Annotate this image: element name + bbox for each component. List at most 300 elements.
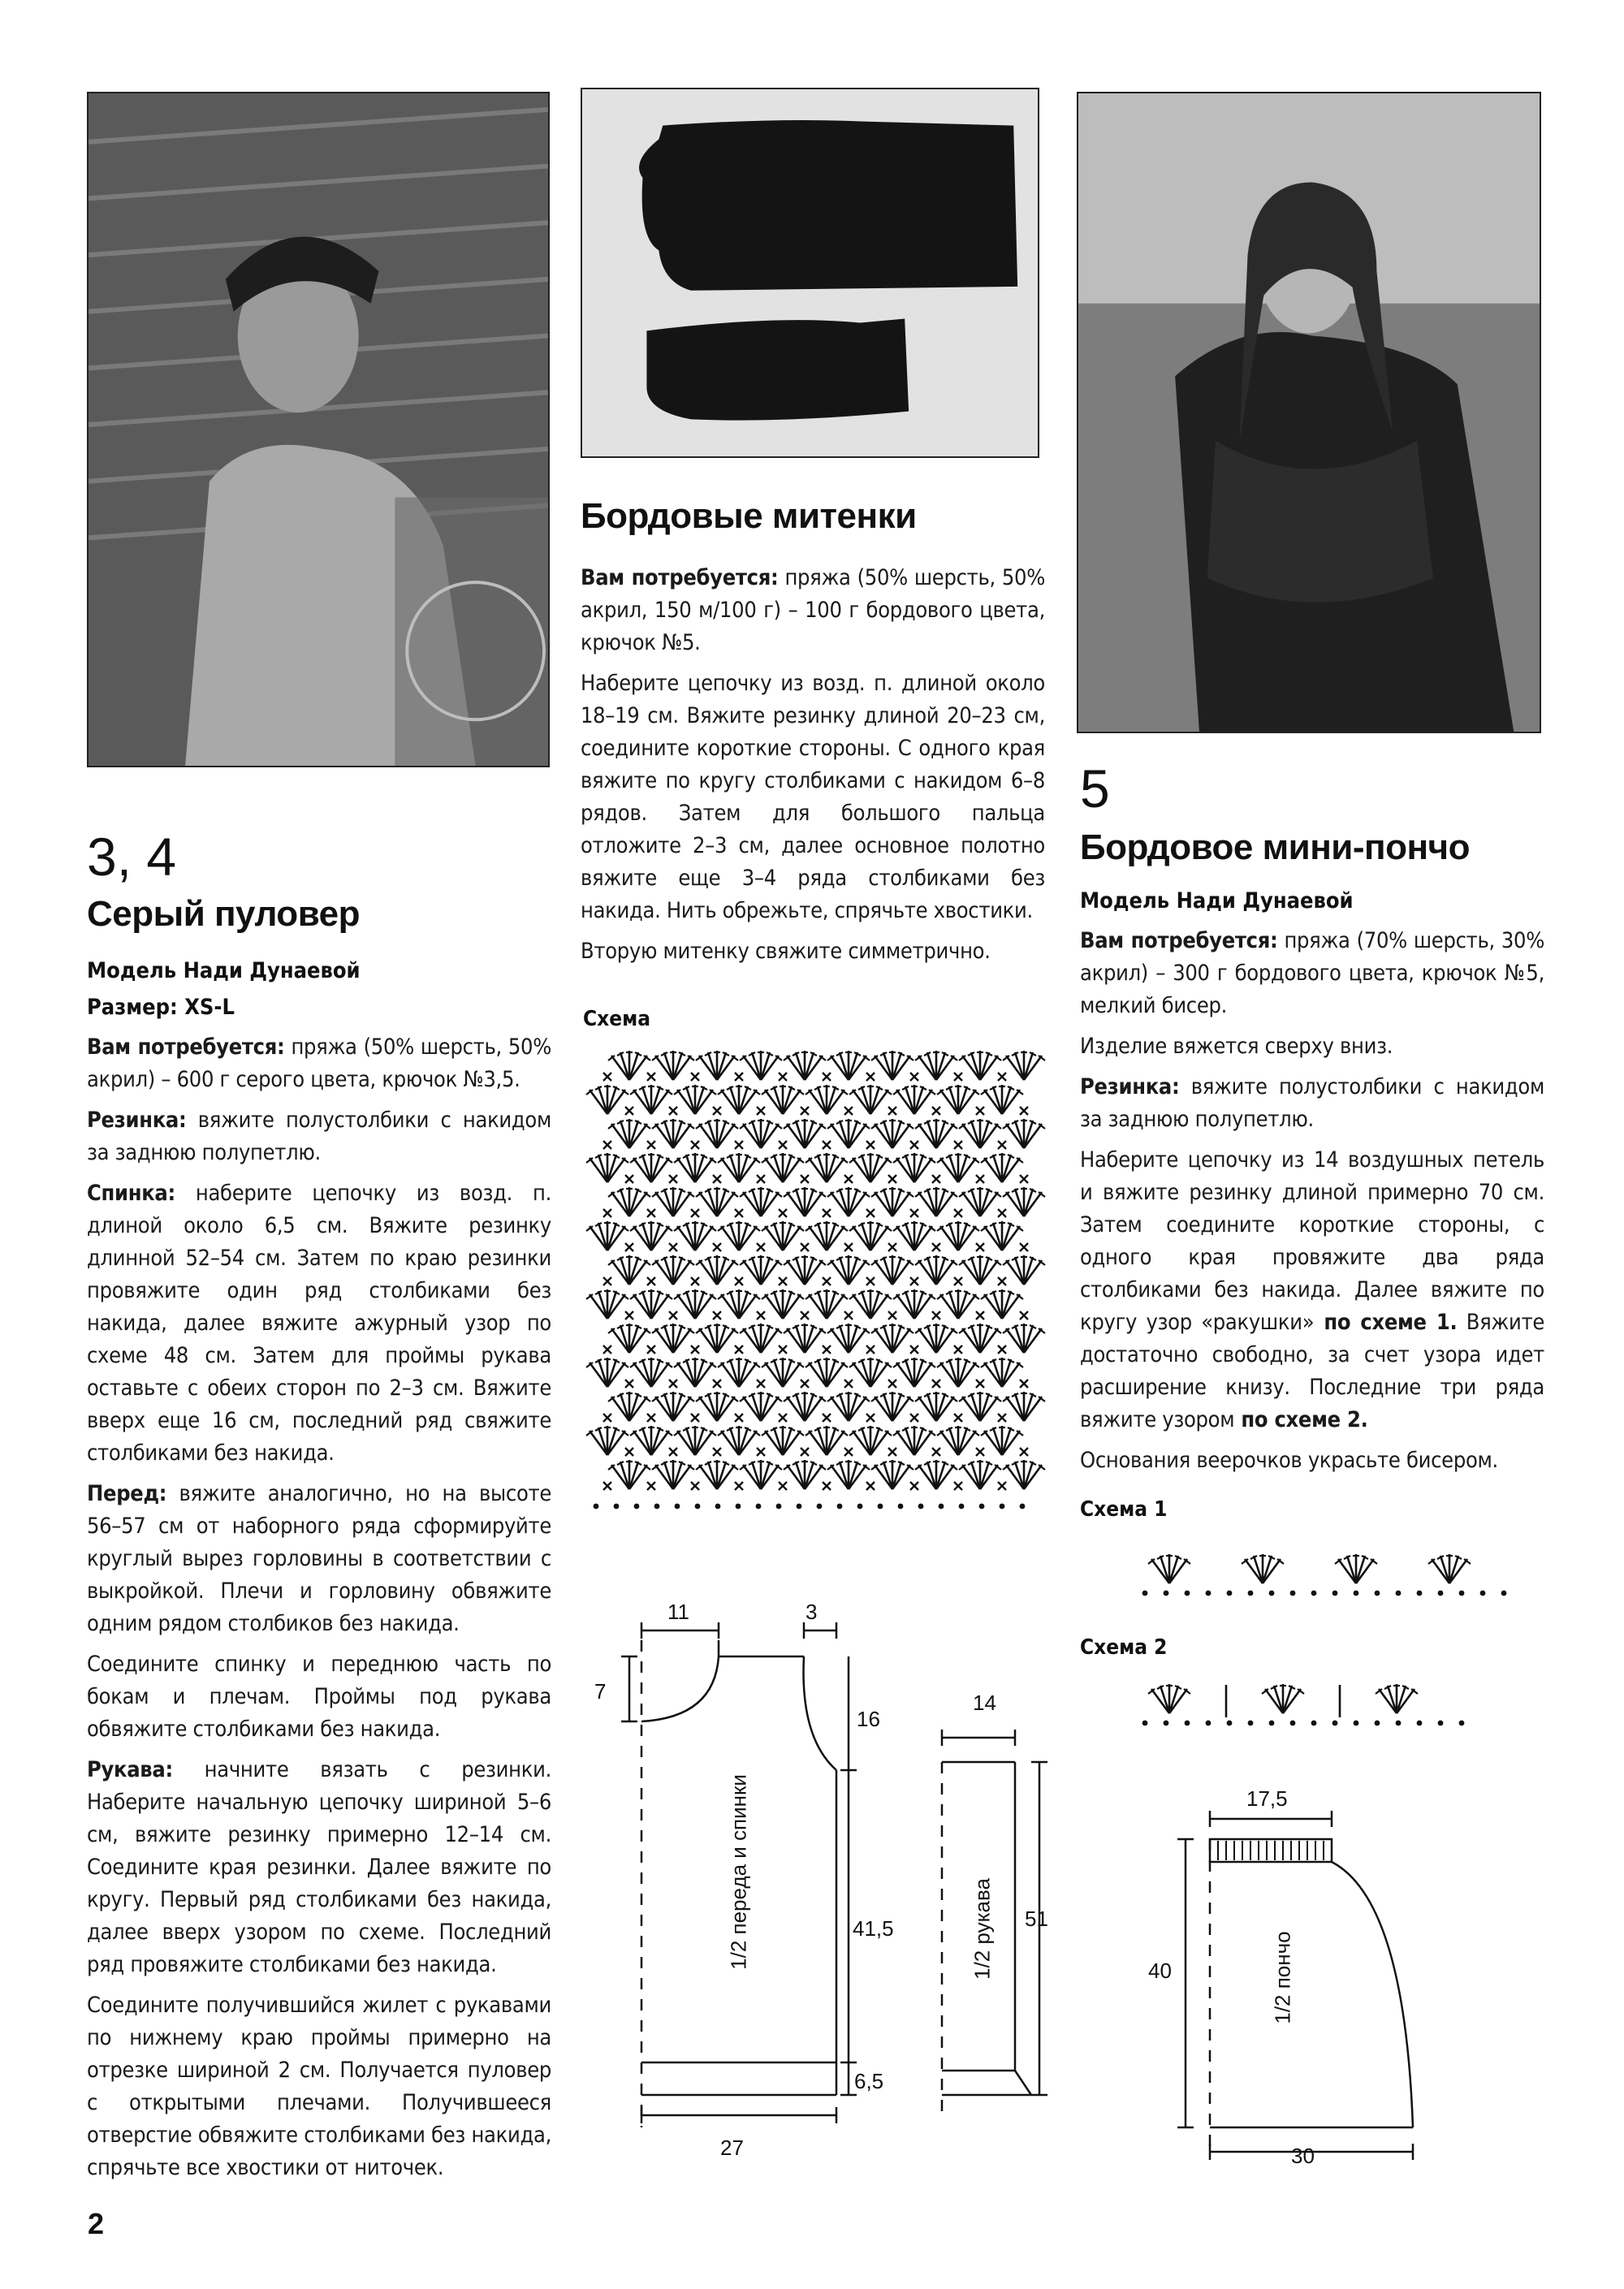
single-crochet-symbol: [801, 1107, 809, 1115]
fan-stitch-symbol: [608, 1255, 650, 1285]
single-crochet-symbol: [779, 1414, 787, 1422]
chain-stitch-symbol: [654, 1504, 660, 1509]
fan-stitch-symbol: [1148, 1684, 1190, 1713]
fan-stitch-symbol: [871, 1255, 914, 1285]
chain-stitch-symbol: [1354, 1721, 1359, 1726]
fan-stitch-symbol: [827, 1051, 870, 1080]
fan-stitch-symbol: [740, 1187, 782, 1216]
chain-stitch-symbol: [1396, 1721, 1402, 1726]
chain-stitch-symbol: [817, 1504, 823, 1509]
single-crochet-symbol: [625, 1175, 633, 1183]
fan-stitch-symbol: [937, 1153, 979, 1182]
page-number: 2: [88, 2207, 105, 2240]
fan-stitch-symbol: [806, 1085, 848, 1114]
single-crochet-symbol: [757, 1311, 765, 1319]
fan-stitch-symbol: [586, 1153, 628, 1182]
single-crochet-symbol: [976, 1107, 984, 1115]
fan-stitch-symbol: [762, 1153, 804, 1182]
fan-stitch-symbol: [784, 1460, 826, 1489]
pattern-title: Серый пуловер: [87, 894, 361, 934]
assembly-paragraph: Соедините спинку и переднюю часть по бокам и плечам. Проймы под рукава обвяжите столбиками без накида.: [87, 1652, 551, 1743]
fan-stitch-symbol: [652, 1324, 694, 1353]
single-crochet-symbol: [669, 1243, 677, 1251]
fan-stitch-symbol: [674, 1085, 716, 1114]
chain-stitch-symbol: [1206, 1721, 1212, 1726]
chain-stitch-symbol: [1332, 1591, 1338, 1596]
single-crochet-symbol: [691, 1345, 699, 1354]
single-crochet-symbol: [954, 1141, 962, 1149]
single-crochet-symbol: [713, 1243, 721, 1251]
chain-stitch-symbol: [1290, 1591, 1296, 1596]
single-crochet-symbol: [954, 1345, 962, 1354]
fan-stitch-symbol: [827, 1255, 870, 1285]
fan-stitch-symbol: [718, 1221, 760, 1250]
single-crochet-symbol: [910, 1277, 918, 1285]
fan-stitch-symbol: [652, 1392, 694, 1421]
chain-stitch-symbol: [1311, 1721, 1317, 1726]
chain-stitch-symbol: [857, 1504, 863, 1509]
chain-stitch-symbol: [1290, 1721, 1296, 1726]
poncho-instructions: Наберите цепочку из 14 воздушных петель и вяжите резинку длиной примерно 70 см. Затем соедините короткие стороны, с одного края провяжите два ряда столбиками без накида. Далее вяжите по кругу узор «ракушки» по схеме 1. Вяжите достаточно свободно, за счет узора идет расширение книзу. Последние три ряда вяжите узором по схеме 2.: [1080, 1147, 1544, 1433]
fan-stitch-symbol: [784, 1119, 826, 1148]
single-crochet-symbol: [910, 1073, 918, 1081]
fan-stitch-symbol: [871, 1460, 914, 1489]
fan-stitch-symbol: [806, 1221, 848, 1250]
fan-stitch-symbol: [1003, 1051, 1045, 1080]
chain-stitch-symbol: [634, 1504, 640, 1509]
chain-stitch-symbol: [756, 1504, 762, 1509]
chain-stitch-symbol: [939, 1504, 944, 1509]
fan-stitch-symbol: [630, 1289, 672, 1319]
column-poncho: [1080, 758, 1544, 1485]
fan-stitch-symbol: [937, 1289, 979, 1319]
single-crochet-symbol: [801, 1448, 809, 1456]
chain-stitch-symbol: [1332, 1721, 1338, 1726]
front-back-label: 1/2 переда и спинки: [726, 1774, 751, 1970]
fan-stitch-symbol: [893, 1153, 935, 1182]
fan-stitch-symbol: [784, 1255, 826, 1285]
single-crochet-symbol: [713, 1175, 721, 1183]
chain-stitch-symbol: [1020, 1504, 1026, 1509]
fan-stitch-symbol: [652, 1051, 694, 1080]
fan-stitch-symbol: [674, 1358, 716, 1387]
fan-stitch-symbol: [959, 1324, 1001, 1353]
chain-stitch-symbol: [1417, 1591, 1423, 1596]
chain-stitch-symbol: [1354, 1591, 1359, 1596]
fan-stitch-symbol: [696, 1051, 738, 1080]
fan-stitch-symbol: [1003, 1187, 1045, 1216]
mittens-instructions: Наберите цепочку из возд. п. длиной около 18–19 см. Вяжите резинку длиной 20–23 см, соедините короткие стороны. С одного края вяжите по кругу столбиками с накидом 6–8 рядов. Затем для большого пальца отложите 2–3 см, далее основное полотно вяжите еще 3–4 ряда столбиками без накида. Нить обрежьте, спрячьте хвостики.: [581, 671, 1045, 924]
schema1-chart: [1137, 1543, 1527, 1600]
single-crochet-symbol: [603, 1482, 611, 1490]
poncho-model-credit: Модель Нади Дунаевой: [1080, 888, 1354, 914]
single-crochet-symbol: [932, 1448, 940, 1456]
chain-stitch-symbol: [1206, 1591, 1212, 1596]
fan-stitch-symbol: [740, 1392, 782, 1421]
fan-stitch-symbol: [849, 1153, 892, 1182]
chain-stitch-symbol: [1185, 1721, 1190, 1726]
fan-stitch-symbol: [608, 1051, 650, 1080]
chain-stitch-symbol: [797, 1504, 802, 1509]
fan-stitch-symbol: [1376, 1684, 1418, 1713]
single-crochet-symbol: [669, 1311, 677, 1319]
fan-stitch-symbol: [674, 1289, 716, 1319]
fan-stitch-symbol: [1428, 1554, 1471, 1583]
chain-stitch-symbol: [898, 1504, 904, 1509]
single-crochet-symbol: [954, 1209, 962, 1217]
fan-stitch-symbol: [718, 1085, 760, 1114]
fan-stitch-symbol: [696, 1187, 738, 1216]
fan-stitch-symbol: [806, 1153, 848, 1182]
fan-stitch-symbol: [1003, 1119, 1045, 1148]
dim-3: 3: [806, 1600, 818, 1624]
single-crochet-symbol: [823, 1482, 831, 1490]
dim-7: 7: [594, 1679, 607, 1704]
fan-stitch-symbol: [674, 1426, 716, 1455]
single-crochet-symbol: [691, 1073, 699, 1081]
chain-stitch-symbol: [1164, 1591, 1169, 1596]
fan-stitch-symbol: [937, 1358, 979, 1387]
single-crochet-symbol: [603, 1073, 611, 1081]
fan-stitch-symbol: [1003, 1460, 1045, 1489]
poncho-rib: Резинка: вяжите полустолбики с накидом за заднюю полупетлю.: [1080, 1074, 1544, 1133]
single-crochet-symbol: [669, 1107, 677, 1115]
single-crochet-symbol: [910, 1141, 918, 1149]
fan-stitch-symbol: [806, 1358, 848, 1387]
single-crochet-symbol: [976, 1175, 984, 1183]
fan-stitch-symbol: [696, 1460, 738, 1489]
single-crochet-symbol: [844, 1175, 853, 1183]
fan-stitch-symbol: [981, 1221, 1023, 1250]
single-crochet-symbol: [735, 1209, 743, 1217]
single-crochet-symbol: [932, 1311, 940, 1319]
fan-stitch-symbol: [1148, 1554, 1190, 1583]
fan-stitch-symbol: [784, 1392, 826, 1421]
fan-stitch-symbol: [893, 1289, 935, 1319]
single-crochet-symbol: [691, 1141, 699, 1149]
chain-stitch-symbol: [1396, 1591, 1402, 1596]
single-crochet-symbol: [888, 1175, 896, 1183]
fan-stitch-symbol: [674, 1153, 716, 1182]
fan-stitch-symbol: [740, 1324, 782, 1353]
chain-stitch-symbol: [979, 1504, 985, 1509]
chain-stitch-symbol: [1438, 1721, 1444, 1726]
single-crochet-symbol: [976, 1448, 984, 1456]
fan-stitch-symbol: [1262, 1684, 1304, 1713]
fan-stitch-symbol: [806, 1426, 848, 1455]
fan-stitch-symbol: [696, 1119, 738, 1148]
fan-stitch-symbol: [849, 1289, 892, 1319]
single-crochet-symbol: [888, 1311, 896, 1319]
chain-stitch-symbol: [1185, 1591, 1190, 1596]
back-paragraph: Спинка: наберите цепочку из возд. п. длиной около 6,5 см. Вяжите резинку длинной 52–54 см. Затем по краю резинки провяжите один ряд столбиками без накида, далее вяжите ажурный узор по схеме 48 см. Затем для проймы рукава оставьте с обеих сторон по 2–3 см. Вяжите вверх еще 16 см, последний ряд свяжите столбиками без накида.: [87, 1181, 551, 1466]
single-crochet-symbol: [801, 1175, 809, 1183]
single-crochet-symbol: [735, 1414, 743, 1422]
single-crochet-symbol: [998, 1345, 1006, 1354]
single-crochet-symbol: [888, 1380, 896, 1388]
fan-stitch-symbol: [871, 1324, 914, 1353]
fan-stitch-symbol: [915, 1187, 957, 1216]
size-line: Размер: XS-L: [87, 995, 235, 1021]
single-crochet-symbol: [910, 1414, 918, 1422]
fan-stitch-symbol: [959, 1392, 1001, 1421]
fan-stitch-symbol: [959, 1255, 1001, 1285]
poncho-number: 5: [1080, 758, 1110, 818]
fan-stitch-symbol: [937, 1221, 979, 1250]
single-crochet-symbol: [844, 1448, 853, 1456]
photo-grey-pullover: [87, 92, 550, 767]
fan-stitch-symbol: [784, 1051, 826, 1080]
single-crochet-symbol: [735, 1141, 743, 1149]
single-crochet-symbol: [779, 1345, 787, 1354]
fan-stitch-symbol: [718, 1358, 760, 1387]
single-crochet-symbol: [998, 1141, 1006, 1149]
single-crochet-symbol: [1020, 1175, 1028, 1183]
fan-stitch-symbol: [827, 1392, 870, 1421]
fan-stitch-symbol: [893, 1221, 935, 1250]
single-crochet-symbol: [1020, 1311, 1028, 1319]
fan-stitch-symbol: [893, 1426, 935, 1455]
dim-14: 14: [973, 1691, 996, 1715]
mittens-second: Вторую митенку свяжите симметрично.: [581, 939, 991, 965]
single-crochet-symbol: [866, 1209, 875, 1217]
fan-stitch-symbol: [959, 1119, 1001, 1148]
single-crochet-symbol: [647, 1073, 655, 1081]
fan-stitch-symbol: [827, 1187, 870, 1216]
single-crochet-symbol: [844, 1311, 853, 1319]
fan-stitch-symbol: [849, 1221, 892, 1250]
fan-stitch-symbol: [586, 1426, 628, 1455]
fan-stitch-symbol: [762, 1358, 804, 1387]
fan-stitch-symbol: [1003, 1392, 1045, 1421]
fan-stitch-symbol: [696, 1392, 738, 1421]
fan-stitch-symbol: [696, 1255, 738, 1285]
single-crochet-symbol: [801, 1243, 809, 1251]
single-crochet-symbol: [823, 1141, 831, 1149]
single-crochet-symbol: [954, 1277, 962, 1285]
chain-stitch-symbol: [1164, 1721, 1169, 1726]
chain-stitch-symbol: [1000, 1504, 1005, 1509]
single-crochet-symbol: [713, 1107, 721, 1115]
fan-stitch-symbol: [849, 1426, 892, 1455]
fan-stitch-symbol: [959, 1051, 1001, 1080]
chain-stitch-symbol: [1269, 1721, 1275, 1726]
single-crochet-symbol: [954, 1073, 962, 1081]
single-crochet-symbol: [625, 1243, 633, 1251]
fan-stitch-symbol: [652, 1119, 694, 1148]
chain-stitch-symbol: [776, 1504, 782, 1509]
single-crochet-symbol: [998, 1277, 1006, 1285]
fan-stitch-symbol: [871, 1392, 914, 1421]
poncho-label: 1/2 пончо: [1270, 1931, 1295, 2024]
poncho-direction: Изделие вяжется сверху вниз.: [1080, 1034, 1393, 1060]
single-crochet-symbol: [866, 1141, 875, 1149]
single-crochet-symbol: [888, 1243, 896, 1251]
fan-stitch-symbol: [849, 1085, 892, 1114]
single-crochet-symbol: [779, 1482, 787, 1490]
chain-stitch-symbol: [1375, 1591, 1380, 1596]
fan-stitch-symbol: [696, 1324, 738, 1353]
chain-stitch-symbol: [837, 1504, 843, 1509]
single-crochet-symbol: [669, 1175, 677, 1183]
fan-stitch-symbol: [762, 1289, 804, 1319]
single-crochet-symbol: [603, 1141, 611, 1149]
fan-stitch-symbol: [784, 1187, 826, 1216]
chain-stitch-symbol: [1227, 1591, 1233, 1596]
single-crochet-symbol: [691, 1414, 699, 1422]
single-crochet-symbol: [603, 1414, 611, 1422]
chain-stitch-symbol: [878, 1504, 883, 1509]
chain-stitch-symbol: [1375, 1721, 1380, 1726]
chain-stitch-symbol: [1459, 1721, 1465, 1726]
single-crochet-symbol: [735, 1073, 743, 1081]
fan-stitch-symbol: [981, 1289, 1023, 1319]
single-crochet-symbol: [1020, 1380, 1028, 1388]
poncho-title: Бордовое мини-пончо: [1080, 827, 1470, 867]
fan-stitch-symbol: [806, 1289, 848, 1319]
single-crochet-symbol: [603, 1345, 611, 1354]
single-crochet-symbol: [976, 1311, 984, 1319]
fan-stitch-symbol: [1335, 1554, 1377, 1583]
fan-stitch-symbol: [608, 1119, 650, 1148]
single-crochet-symbol: [757, 1448, 765, 1456]
chain-stitch-symbol: [736, 1504, 741, 1509]
single-crochet-symbol: [669, 1380, 677, 1388]
fan-stitch-symbol: [981, 1085, 1023, 1114]
fan-stitch-symbol: [893, 1358, 935, 1387]
chain-stitch-symbol: [1480, 1591, 1486, 1596]
single-crochet-symbol: [735, 1482, 743, 1490]
poncho-materials: Вам потребуется: пряжа (70% шерсть, 30% акрил) – 300 г бордового цвета, крючок №5, мелкий бисер.: [1080, 928, 1544, 1019]
fan-stitch-symbol: [959, 1187, 1001, 1216]
single-crochet-symbol: [757, 1175, 765, 1183]
single-crochet-symbol: [801, 1380, 809, 1388]
dim-30: 30: [1291, 2144, 1315, 2168]
fan-stitch-symbol: [630, 1085, 672, 1114]
schema1-label: Схема 1: [1080, 1497, 1168, 1522]
dim-41: 41,5: [853, 1916, 894, 1941]
single-crochet-symbol: [801, 1311, 809, 1319]
chain-stitch-symbol: [1248, 1721, 1254, 1726]
chain-stitch-symbol: [1142, 1721, 1148, 1726]
single-crochet-symbol: [713, 1448, 721, 1456]
single-crochet-symbol: [866, 1414, 875, 1422]
fan-stitch-symbol: [718, 1289, 760, 1319]
single-crochet-symbol: [866, 1482, 875, 1490]
model-credit: Модель Нади Дунаевой: [87, 958, 361, 984]
chain-stitch-symbol: [715, 1504, 721, 1509]
fan-stitch-symbol: [762, 1221, 804, 1250]
mittens-materials: Вам потребуется: пряжа (50% шерсть, 50% акрил, 150 м/100 г) – 100 г бордового цвета, крючок №5.: [581, 565, 1045, 656]
single-crochet-symbol: [888, 1107, 896, 1115]
single-crochet-symbol: [932, 1380, 940, 1388]
fan-stitch-symbol: [652, 1460, 694, 1489]
photo-burgundy-mittens: [581, 88, 1039, 458]
single-crochet-symbol: [647, 1345, 655, 1354]
mittens-schema-label: Схема: [583, 1007, 651, 1031]
fan-stitch-symbol: [652, 1255, 694, 1285]
front-paragraph: Перед: вяжите аналогично, но на высоте 56–57 см от наборного ряда сформируйте круглый вырез горловины в соответствии с выкройкой. Плечи и горловину обвяжите одним рядом столбиков без накида.: [87, 1481, 551, 1637]
fan-stitch-symbol: [937, 1426, 979, 1455]
single-crochet-symbol: [669, 1448, 677, 1456]
single-crochet-symbol: [647, 1482, 655, 1490]
single-crochet-symbol: [998, 1482, 1006, 1490]
chain-stitch-symbol: [1459, 1591, 1465, 1596]
single-crochet-symbol: [757, 1380, 765, 1388]
single-crochet-symbol: [779, 1209, 787, 1217]
fan-stitch-symbol: [1003, 1255, 1045, 1285]
poncho-beads: Основания веерочков украсьте бисером.: [1080, 1448, 1498, 1474]
single-crochet-symbol: [976, 1243, 984, 1251]
fan-stitch-symbol: [762, 1426, 804, 1455]
fan-stitch-symbol: [740, 1255, 782, 1285]
fan-stitch-symbol: [871, 1051, 914, 1080]
single-crochet-symbol: [647, 1209, 655, 1217]
fan-stitch-symbol: [827, 1324, 870, 1353]
single-crochet-symbol: [910, 1345, 918, 1354]
fan-stitch-symbol: [740, 1119, 782, 1148]
chain-stitch-symbol: [1227, 1721, 1233, 1726]
single-crochet-symbol: [932, 1175, 940, 1183]
schema2-label: Схема 2: [1080, 1635, 1168, 1660]
fan-stitch-symbol: [674, 1221, 716, 1250]
single-crochet-symbol: [625, 1380, 633, 1388]
single-crochet-symbol: [844, 1243, 853, 1251]
single-crochet-symbol: [866, 1345, 875, 1354]
fan-stitch-symbol: [893, 1085, 935, 1114]
fan-stitch-symbol: [652, 1187, 694, 1216]
fan-stitch-symbol: [762, 1085, 804, 1114]
sleeve-label: 1/2 рукава: [970, 1878, 995, 1980]
chain-stitch-symbol: [1142, 1591, 1148, 1596]
fan-stitch-symbol: [586, 1358, 628, 1387]
finishing-paragraph: Соедините получившийся жилет с рукавами по нижнему краю проймы примерно на отрезке шириной 2 см. Получается пуловер с открытыми плечами. Получившееся отверстие обвяжите столбиками без накида, спрячьте все хвостики от ниточек.: [87, 1993, 551, 2181]
single-crochet-symbol: [1020, 1107, 1028, 1115]
rib-paragraph: Резинка: вяжите полустолбики с накидом за заднюю полупетлю.: [87, 1108, 551, 1166]
fan-stitch-symbol: [608, 1187, 650, 1216]
single-crochet-symbol: [976, 1380, 984, 1388]
dim-17: 17,5: [1246, 1786, 1288, 1811]
single-crochet-symbol: [998, 1414, 1006, 1422]
chain-stitch-symbol: [918, 1504, 924, 1509]
single-crochet-symbol: [844, 1380, 853, 1388]
single-crochet-symbol: [932, 1107, 940, 1115]
single-crochet-symbol: [823, 1277, 831, 1285]
fan-stitch-symbol: [981, 1153, 1023, 1182]
schema2-chart: [1137, 1673, 1478, 1730]
materials-paragraph: Вам потребуется: пряжа (50% шерсть, 50% акрил) – 600 г серого цвета, крючок №3,5.: [87, 1034, 551, 1093]
single-crochet-symbol: [866, 1277, 875, 1285]
fan-stitch-symbol: [915, 1051, 957, 1080]
single-crochet-symbol: [954, 1414, 962, 1422]
fan-stitch-symbol: [630, 1221, 672, 1250]
chain-stitch-symbol: [1501, 1591, 1507, 1596]
single-crochet-symbol: [779, 1141, 787, 1149]
single-crochet-symbol: [932, 1243, 940, 1251]
single-crochet-symbol: [735, 1345, 743, 1354]
dim-51: 51: [1025, 1907, 1048, 1931]
fan-stitch-symbol: [827, 1119, 870, 1148]
single-crochet-symbol: [823, 1414, 831, 1422]
chain-stitch-symbol: [695, 1504, 701, 1509]
fan-stitch-symbol: [630, 1426, 672, 1455]
mittens-crochet-chart: [585, 1047, 1056, 1518]
single-crochet-symbol: [779, 1073, 787, 1081]
fan-stitch-symbol: [586, 1221, 628, 1250]
single-crochet-symbol: [735, 1277, 743, 1285]
single-crochet-symbol: [998, 1073, 1006, 1081]
single-crochet-symbol: [757, 1243, 765, 1251]
